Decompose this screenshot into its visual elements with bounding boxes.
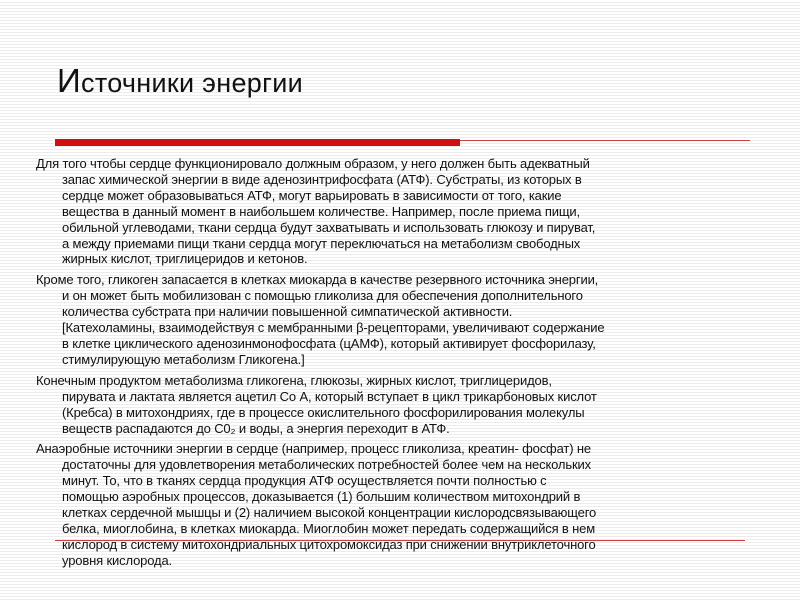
text-line: пирувата и лактата является ацетил Со А, который вступает в цикл трикарбоновых кислот [62, 388, 597, 404]
text-line: Конечным продуктом метаболизма гликогена, глюкозы, жирных кислот, триглицеридов, [36, 372, 552, 388]
text-line: белка, миоглобина, в клетках миокарда. Миоглобин может передать содержащийся в нем [62, 520, 596, 536]
text-line: (Кребса) в митохондриях, где в процессе окислительного фосфорилирования молекулы [62, 404, 585, 420]
text-line: помощью аэробных процессов, доказывается (1) большим количеством митохондрий в [62, 489, 581, 505]
text-line: уровня кислорода. [62, 552, 173, 568]
text-line: вещества в данный момент в наибольшем количестве. Например, после приема пищи, [62, 203, 580, 219]
text-line: [Катехоламины, взаимодействуя с мембранными β-рецепторами, увеличивают содержание [62, 320, 605, 336]
text-line: в клетке циклического аденозинмонофосфата (цАМФ), который активирует фосфорилазу, [62, 335, 596, 351]
text-line: достаточны для удовлетворения метаболических потребностей более чем на нескольких [62, 457, 591, 473]
text-line: Анаэробные источники энергии в сердце (например, процесс гликолиза, креатин- фосфат) не [36, 441, 591, 457]
paragraph [36, 373, 776, 437]
text-line: Для того чтобы сердце функционировало должным образом, у него должен быть адекватный [36, 156, 590, 171]
title-accent-bar [55, 139, 460, 146]
slide-title: Источники энергии [57, 62, 304, 99]
text-line: Кроме того, гликоген запасается в клетках миокарда в качестве резервного источника энергии, [36, 272, 599, 288]
text-line: веществ распадаются до С0₂ и воды, а энергия переходит в АТФ. [62, 420, 450, 436]
text-line: стимулирующую метаболизм Гликогена.] [62, 351, 305, 367]
text-line: кислород в систему митохондриальных цитохромоксидаз при снижении внутриклеточного [62, 536, 596, 552]
paragraph [36, 156, 776, 267]
text-line: минут. То, что в тканях сердца продукция АТФ осуществляется почти полностью с [62, 473, 547, 489]
paragraph [36, 441, 776, 568]
text-line: клетках сердечной мышцы и (2) наличием высокой концентрации кислородсвязывающего [62, 505, 597, 521]
text-line: и он может быть мобилизован с помощью гликолиза для обеспечения дополнительного [62, 288, 583, 304]
text-line: жирных кислот, триглицеридов и кетонов. [62, 251, 308, 267]
text-line: сердце может образовываться АТФ, могут варьировать в зависимости от того, какие [62, 187, 562, 203]
text-line: а между приемами пищи ткани сердца могут переключаться на метаболизм свободных [62, 235, 581, 251]
text-line: запас химической энергии в виде аденозинтрифосфата (АТФ). Субстраты, из которых в [62, 171, 582, 187]
slide-body [36, 156, 776, 574]
paragraph [36, 272, 776, 367]
text-line: количества субстрата при наличии повышенной симпатической активности. [62, 304, 513, 320]
title-divider-line [460, 140, 750, 141]
text-line: обильной углеводами, ткани сердца будут захватывать и использовать глюкозу и пируват, [62, 219, 596, 235]
